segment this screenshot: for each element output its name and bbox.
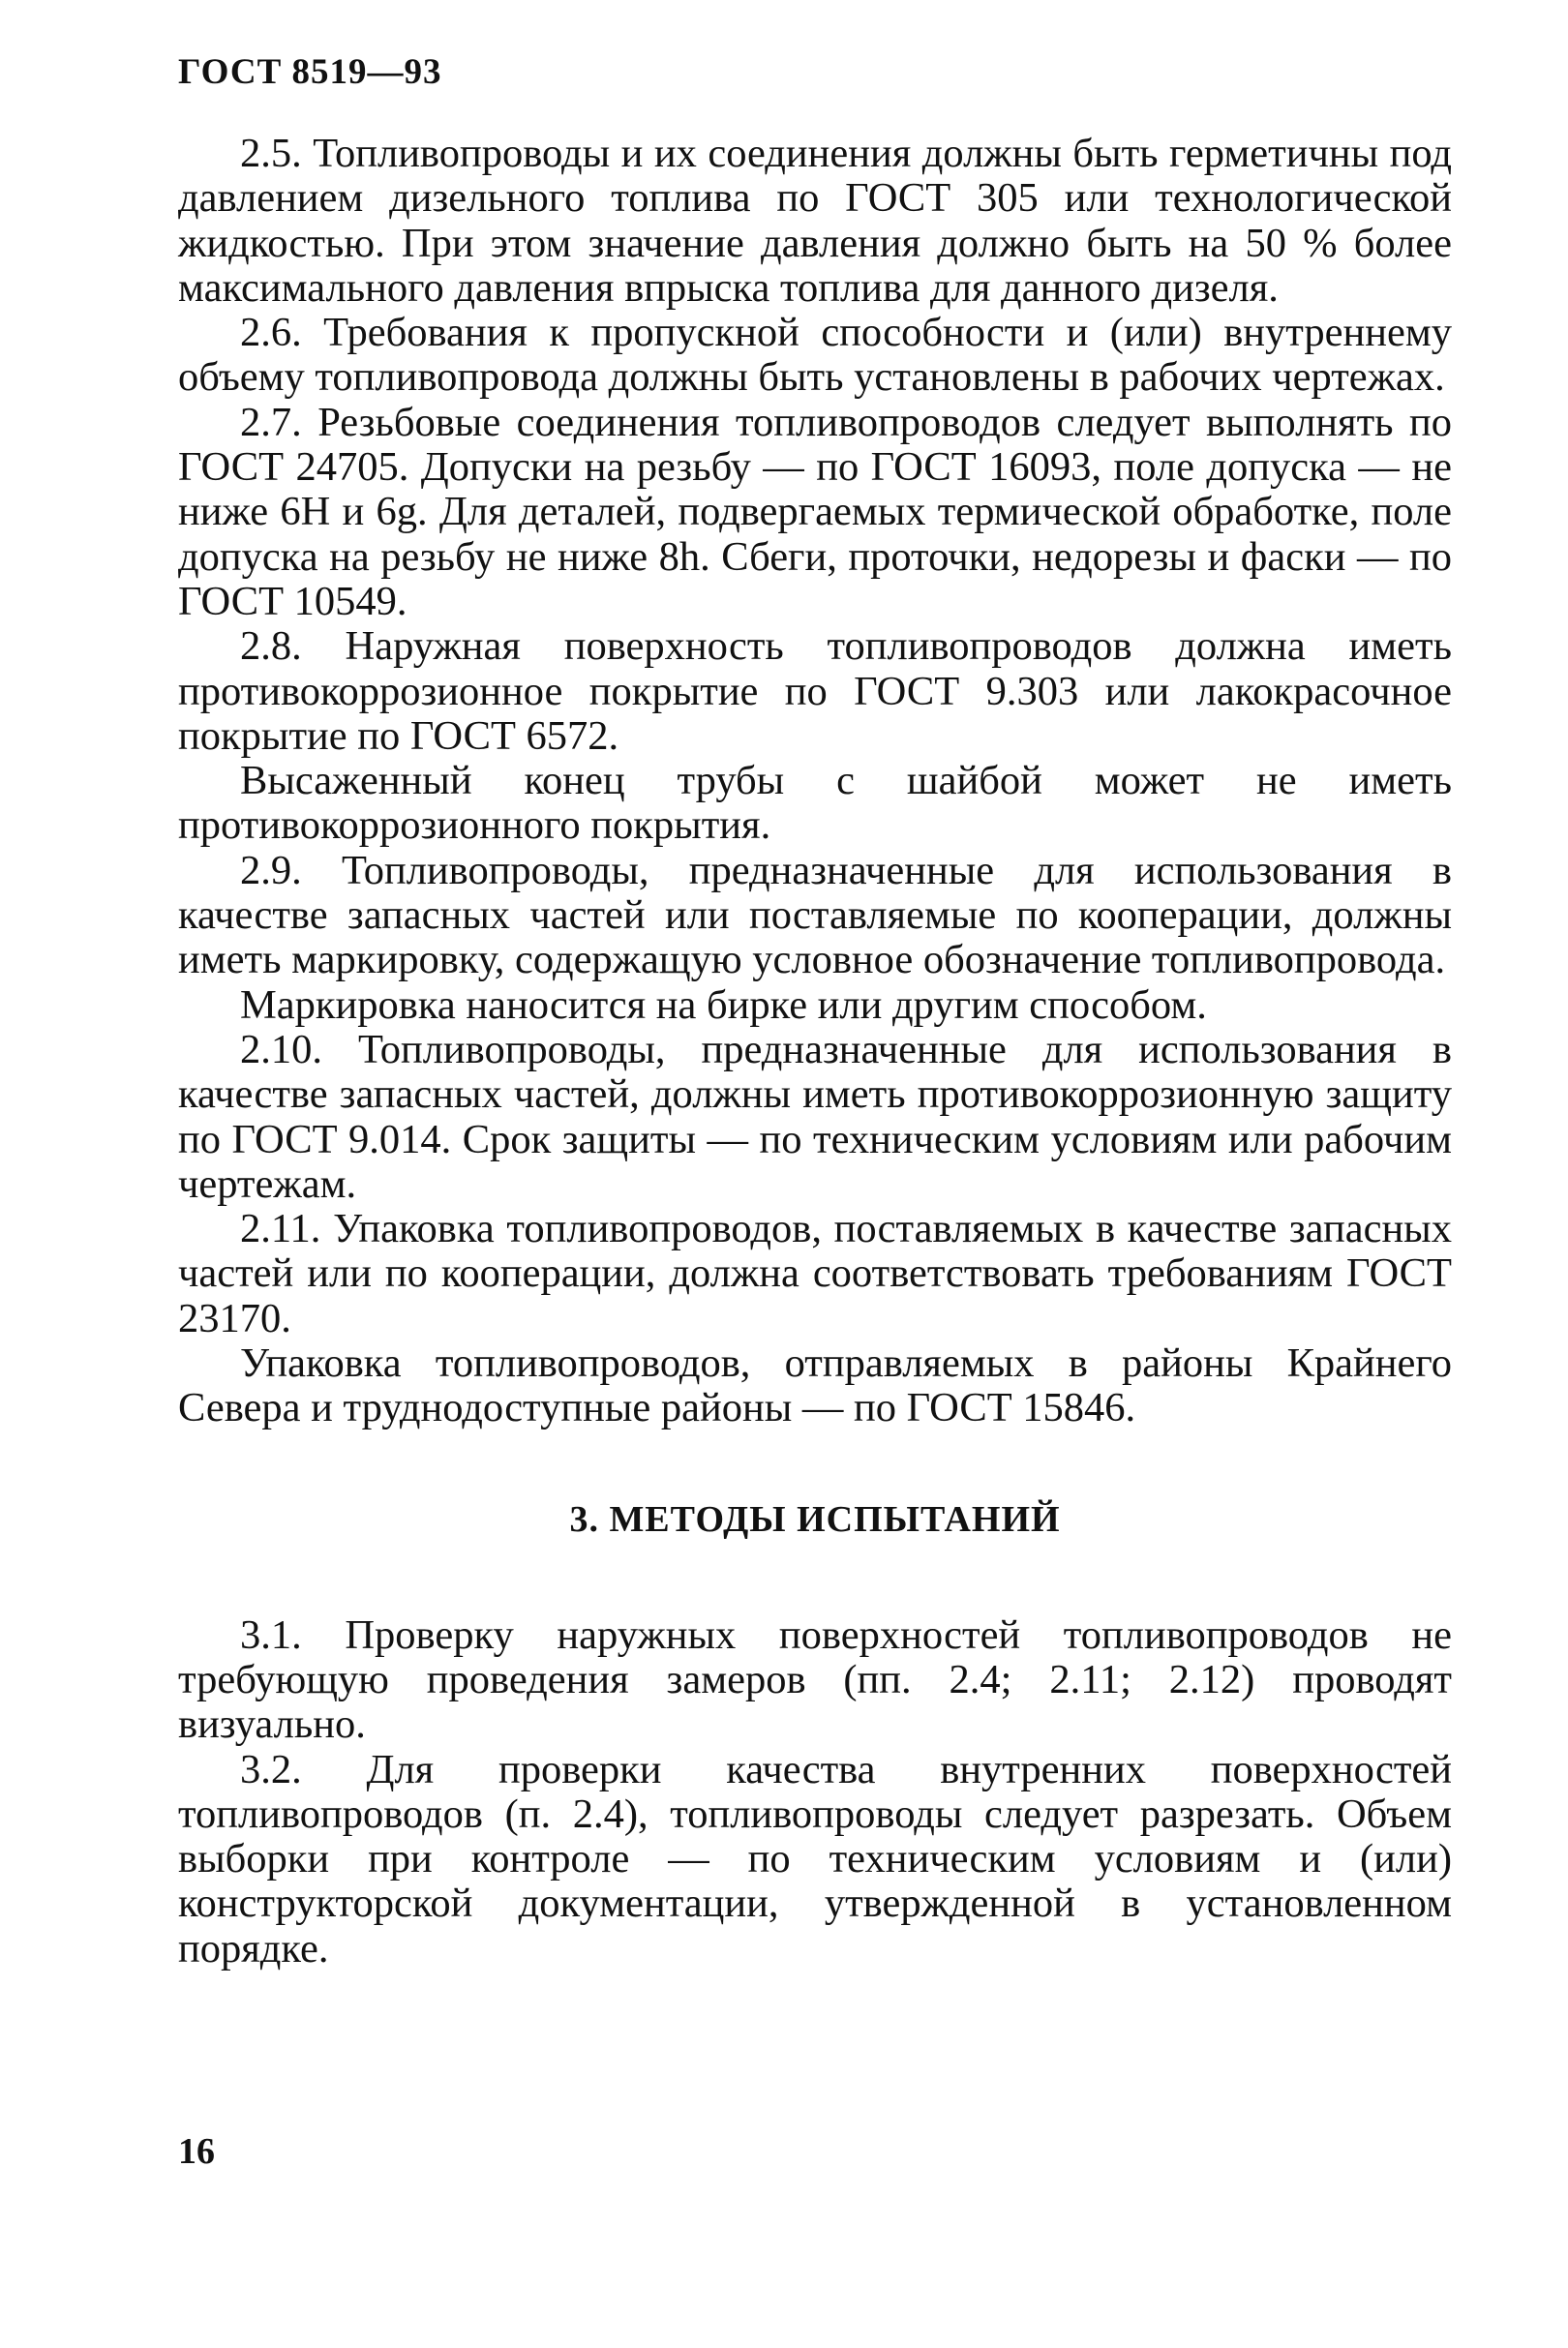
section-title: 3. МЕТОДЫ ИСПЫТАНИЙ	[569, 1498, 1061, 1540]
paragraph-2-10: 2.10. Топливопроводы, предназначенные для использования в качестве запасных частей, должны иметь противокоррозионную защиту по ГОСТ 9.014. Срок защиты — по техническим условиям или рабочим чертежам.	[178, 1026, 1452, 1207]
document-body	[178, 132, 1452, 1972]
paragraph-2-11: 2.11. Упаковка топливопроводов, поставляемых в качестве запасных частей или по кооперации, должна соответствовать требованиям ГОСТ 23170.	[178, 1206, 1452, 1341]
document-header: ГОСТ 8519—93	[178, 52, 442, 92]
paragraph-2-7: 2.7. Резьбовые соединения топливопроводов следует выполнять по ГОСТ 24705. Допуски на резьбу — по ГОСТ 16093, поле допуска — не ниже 6Н и 6g. Для деталей, подвергаемых термической обработке, поле допуска на резьбу не ниже 8h. Сбеги, проточки, недорезы и фаски — по ГОСТ 10549.	[178, 399, 1452, 624]
paragraph-2-9-note: Маркировка наносится на бирке или другим способом.	[240, 981, 1207, 1028]
paragraph-2-9: 2.9. Топливопроводы, предназначенные для использования в качестве запасных частей или поставляемые по кооперации, должны иметь маркировку, содержащую условное обозначение топливопровода.	[178, 847, 1452, 983]
paragraph-2-11-note: Упаковка топливопроводов, отправляемых в районы Крайнего Севера и труднодоступные районы — по ГОСТ 15846.	[178, 1340, 1452, 1431]
paragraph-2-6: 2.6. Требования к пропускной способности и (или) внутреннему объему топливопровода должны быть установлены в рабочих чертежах.	[178, 310, 1452, 401]
paragraph-2-5: 2.5. Топливопроводы и их соединения должны быть герметичны под давлением дизельного топлива по ГОСТ 305 или технологической жидкостью. При этом значение давления должно быть на 50 % более максимального давления впрыска топлива для данного дизеля.	[178, 131, 1452, 311]
paragraph-2-8-note: Высаженный конец трубы с шайбой может не иметь противокоррозионного покрытия.	[178, 758, 1452, 849]
page-number: 16	[178, 2131, 215, 2172]
paragraph-2-8: 2.8. Наружная поверхность топливопроводов должна иметь противокоррозионное покрытие по ГОСТ 9.303 или лакокрасочное покрытие по ГОСТ 6572.	[178, 623, 1452, 759]
paragraph-3-2: 3.2. Для проверки качества внутренних поверхностей топливопроводов (п. 2.4), топливопроводы следует разрезать. Объем выборки при контроле — по техническим условиям и (или) конструкторской документации, утвержденной в установленном порядке.	[178, 1746, 1452, 1972]
paragraph-3-1: 3.1. Проверку наружных поверхностей топливопроводов не требующую проведения замеров (пп. 2.4; 2.11; 2.12) проводят визуально.	[178, 1611, 1452, 1748]
